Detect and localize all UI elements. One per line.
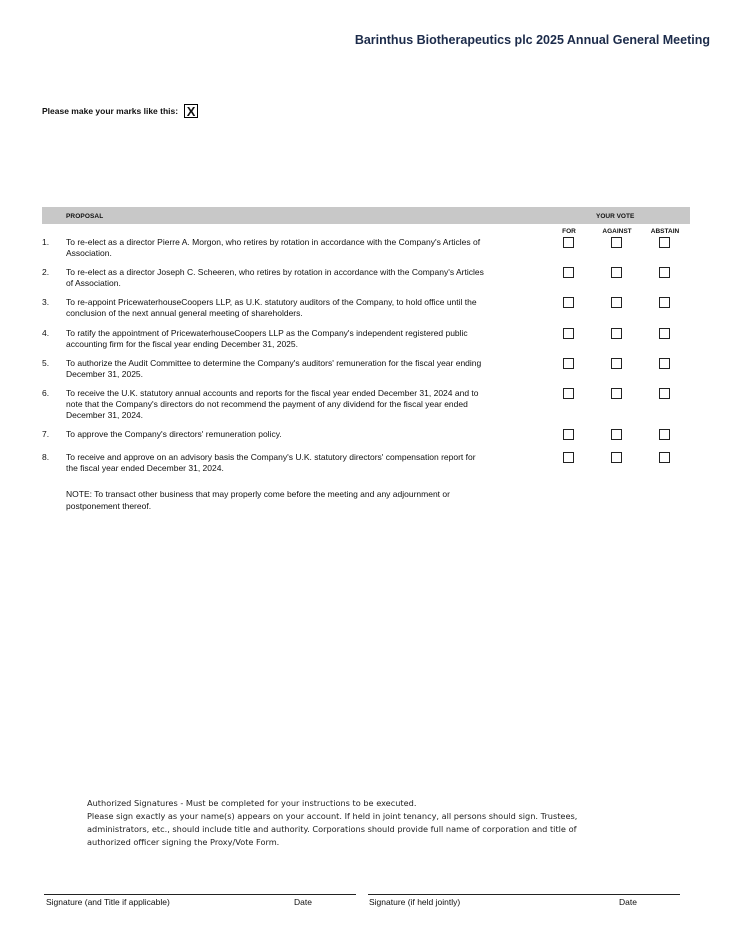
sample-mark-box: [184, 104, 198, 118]
proposal-number: 2.: [42, 267, 50, 277]
proposal-text-line: Association.: [66, 248, 112, 258]
proposal-text: [66, 267, 542, 289]
proposal-1-against-checkbox[interactable]: [611, 237, 622, 248]
proposal-4-abstain-checkbox[interactable]: [659, 328, 670, 339]
proposal-text: [66, 452, 542, 474]
proposal-text-line: To authorize the Audit Committee to determine the Company's auditors' remuneration for the fiscal year ending: [66, 358, 482, 368]
proposal-text-line: of Association.: [66, 278, 121, 288]
proposal-number: 3.: [42, 297, 50, 307]
auth-line: Please sign exactly as your name(s) appears on your account. If held in joint tenancy, all persons should sign. Trustees,: [87, 811, 578, 821]
proposal-number: 7.: [42, 429, 50, 439]
for-column-header: FOR: [562, 228, 576, 235]
proposal-3-against-checkbox[interactable]: [611, 297, 622, 308]
proposal-number: 4.: [42, 328, 50, 338]
proposal-7-for-checkbox[interactable]: [563, 429, 574, 440]
proposal-6-against-checkbox[interactable]: [611, 388, 622, 399]
proposal-7-against-checkbox[interactable]: [611, 429, 622, 440]
proposal-text-line: To approve the Company's directors' remuneration policy.: [66, 429, 282, 439]
proposal-3-for-checkbox[interactable]: [563, 297, 574, 308]
proposal-text: [66, 237, 542, 259]
proposal-column-header: PROPOSAL: [66, 213, 104, 220]
proposal-number: 5.: [42, 358, 50, 368]
proposal-7-abstain-checkbox[interactable]: [659, 429, 670, 440]
proposal-text-line: the fiscal year ended December 31, 2024.: [66, 463, 224, 473]
proposal-8-for-checkbox[interactable]: [563, 452, 574, 463]
proposal-table-header: [42, 207, 690, 224]
your-vote-header: YOUR VOTE: [596, 213, 635, 220]
proposal-5-for-checkbox[interactable]: [563, 358, 574, 369]
note-line: postponement thereof.: [66, 500, 152, 511]
proposal-5-abstain-checkbox[interactable]: [659, 358, 670, 369]
date-label: Date: [294, 897, 312, 907]
other-business-note: [66, 489, 516, 512]
proposal-text-line: To receive the U.K. statutory annual accounts and reports for the fiscal year ended December 31, 2024 and to: [66, 388, 479, 398]
proposal-3-abstain-checkbox[interactable]: [659, 297, 670, 308]
proposal-text: [66, 358, 542, 380]
proposal-text-line: note that the Company's directors do not recommend the payment of any dividend for the fiscal year ended: [66, 399, 468, 409]
joint-date-label: Date: [619, 897, 637, 907]
proposal-text: [66, 429, 542, 440]
proposal-text-line: To receive and approve on an advisory basis the Company's U.K. statutory directors' compensation report for: [66, 452, 476, 462]
auth-line: administrators, etc., should include title and authority. Corporations should provide full name of corporation and title of: [87, 824, 577, 834]
proposal-text-line: To re-elect as a director Joseph C. Scheeren, who retires by rotation in accordance with the Company's Articles: [66, 267, 484, 277]
proposal-4-against-checkbox[interactable]: [611, 328, 622, 339]
signature-label: Signature (and Title if applicable): [46, 897, 170, 907]
marks-instruction: [42, 104, 198, 118]
proposal-text-line: To re-appoint PricewaterhouseCoopers LLP, as U.K. statutory auditors of the Company, to hold office until the: [66, 297, 477, 307]
proposal-number: 8.: [42, 452, 50, 462]
proposal-text: [66, 297, 542, 319]
proposal-text-line: conclusion of the next annual general meeting of shareholders.: [66, 308, 303, 318]
proposal-8-against-checkbox[interactable]: [611, 452, 622, 463]
proposal-2-against-checkbox[interactable]: [611, 267, 622, 278]
proposal-text-line: To ratify the appointment of PricewaterhouseCoopers LLP as the Company's independent registered public: [66, 328, 468, 338]
against-column-header: AGAINST: [602, 228, 632, 235]
joint-signature-label: Signature (if held jointly): [369, 897, 461, 907]
proposal-2-for-checkbox[interactable]: [563, 267, 574, 278]
marks-instruction-label: Please make your marks like this:: [42, 106, 179, 116]
abstain-column-header: ABSTAIN: [650, 228, 680, 235]
authorized-signatures-instructions: [87, 797, 647, 849]
auth-line: Authorized Signatures - Must be completed for your instructions to be executed.: [87, 798, 417, 808]
proposal-number: 1.: [42, 237, 50, 247]
signature-line-joint[interactable]: [368, 894, 680, 895]
proposal-text-line: To re-elect as a director Pierre A. Morgon, who retires by rotation in accordance with the Company's Articles of: [66, 237, 481, 247]
proposal-4-for-checkbox[interactable]: [563, 328, 574, 339]
proposal-5-against-checkbox[interactable]: [611, 358, 622, 369]
proposal-2-abstain-checkbox[interactable]: [659, 267, 670, 278]
x-mark-icon: X: [186, 103, 196, 119]
signature-line-primary[interactable]: [44, 894, 356, 895]
proposal-text-line: December 31, 2025.: [66, 369, 144, 379]
note-line: NOTE: To transact other business that may properly come before the meeting and any adjournment or: [66, 489, 450, 499]
proposal-8-abstain-checkbox[interactable]: [659, 452, 670, 463]
proposal-1-for-checkbox[interactable]: [563, 237, 574, 248]
auth-line: authorized officer signing the Proxy/Vote Form.: [87, 837, 280, 847]
proposal-text-line: accounting firm for the fiscal year ending December 31, 2025.: [66, 339, 298, 349]
meeting-title: Barinthus Biotherapeutics plc 2025 Annual General Meeting: [354, 33, 710, 47]
proposal-1-abstain-checkbox[interactable]: [659, 237, 670, 248]
proposal-text: [66, 388, 542, 421]
proposal-number: 6.: [42, 388, 50, 398]
proposal-text-line: December 31, 2024.: [66, 410, 144, 420]
proposal-text: [66, 328, 542, 350]
proposal-6-for-checkbox[interactable]: [563, 388, 574, 399]
proposal-6-abstain-checkbox[interactable]: [659, 388, 670, 399]
